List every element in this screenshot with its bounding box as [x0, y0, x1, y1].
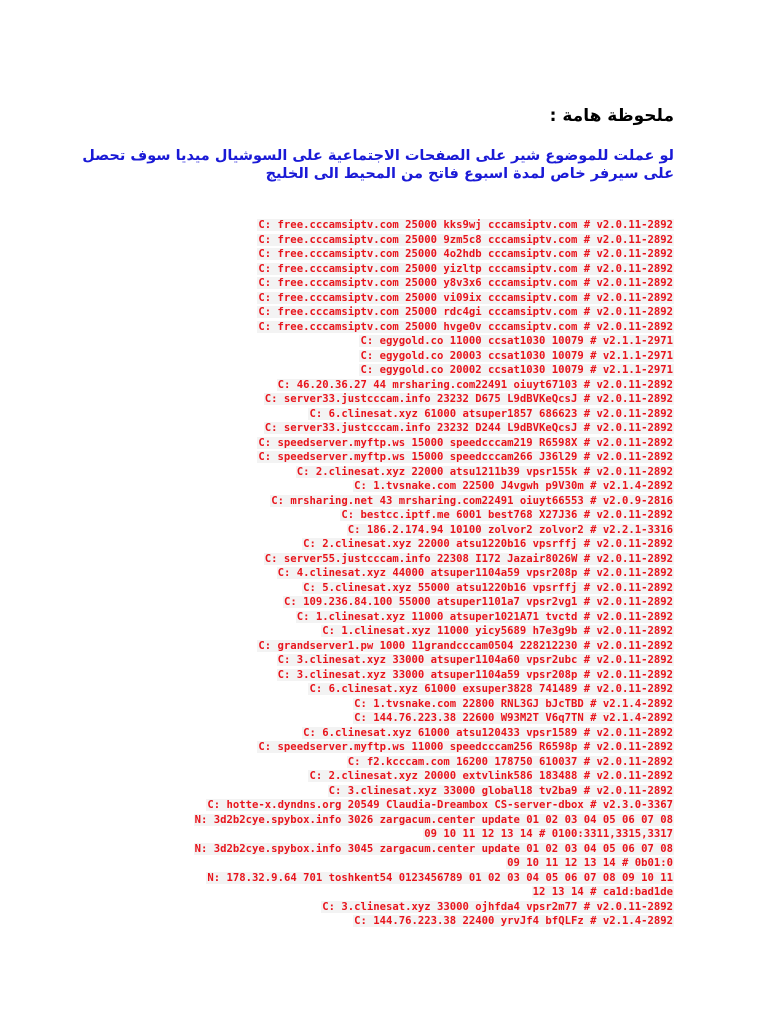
- cccam-line: [34, 784, 674, 799]
- cccam-line-text: C: free.cccamsiptv.com 25000 kks9wj cccamsiptv.com # v2.0.11-2892: [258, 219, 673, 231]
- cccam-line: [34, 349, 674, 364]
- cccam-line: [34, 392, 674, 407]
- cccam-line-text: C: 144.76.223.38 22400 yrvJf4 bfQLFz # v2.1.4-2892: [354, 915, 673, 927]
- cccam-line: [34, 885, 674, 900]
- cccam-line: [34, 291, 674, 306]
- cccam-line: [34, 595, 674, 610]
- cccam-line-text: C: 2.clinesat.xyz 22000 atsu1211b39 vpsr155k # v2.0.11-2892: [296, 465, 673, 478]
- cccam-line: [34, 334, 674, 349]
- cccam-line-text: C: 109.236.84.100 55000 atsuper1101a7 vpsr2vg1 # v2.0.11-2892: [283, 596, 673, 608]
- cccam-line-text: C: free.cccamsiptv.com 25000 hvge0v cccamsiptv.com # v2.0.11-2892: [258, 320, 673, 333]
- cccam-line: [34, 320, 674, 335]
- cccam-line-text: C: free.cccamsiptv.com 25000 9zm5c8 cccamsiptv.com # v2.0.11-2892: [258, 233, 673, 246]
- cccam-line: [34, 233, 674, 248]
- notice-line: على سيرفر خاص لمدة اسبوع فاتح من المحيط الى الخليج: [265, 166, 674, 182]
- cccam-line-text: C: 3.clinesat.xyz 33000 ojhfda4 vpsr2m77 # v2.0.11-2892: [322, 900, 673, 913]
- cccam-line: [34, 610, 674, 625]
- note-heading: ملحوظة هامة :: [549, 106, 674, 126]
- cccam-line: [34, 827, 674, 842]
- cccam-line-text: C: hotte-x.dyndns.org 20549 Claudia-Dreambox CS-server-dbox # v2.3.0-3367: [207, 799, 673, 811]
- cccam-line-text: C: server33.justcccam.info 23232 D675 L9dBVKeQcsJ # v2.0.11-2892: [264, 393, 673, 405]
- cccam-line-text: C: 6.clinesat.xyz 61000 atsu120433 vpsr1589 # v2.0.11-2892: [303, 726, 673, 739]
- cccam-line: [34, 465, 674, 480]
- cccam-line: [34, 653, 674, 668]
- cccam-line: [34, 798, 674, 813]
- cccam-line-text: C: 46.20.36.27 44 mrsharing.com22491 oiuyt67103 # v2.0.11-2892: [277, 378, 673, 391]
- cccam-line: [34, 378, 674, 393]
- cccam-line: [34, 494, 674, 509]
- cccam-line-text: 09 10 11 12 13 14 # 0100:3311,3315,3317: [424, 828, 673, 840]
- cccam-line-text: C: bestcc.iptf.me 6001 best768 X27J36 # v2.0.11-2892: [341, 509, 673, 521]
- cccam-line: [34, 537, 674, 552]
- cccam-line: [34, 523, 674, 538]
- cccam-line-text: C: 1.tvsnake.com 22800 RNL3GJ bJcTBD # v2.1.4-2892: [354, 697, 673, 710]
- cccam-line-text: C: speedserver.myftp.ws 15000 speedcccam219 R6598X # v2.0.11-2892: [258, 436, 673, 449]
- cccam-line: [34, 407, 674, 422]
- cccam-line-text: C: egygold.co 20003 ccsat1030 10079 # v2.1.1-2971: [360, 349, 673, 362]
- cccam-line-text: 12 13 14 # ca1d:bad1de: [532, 886, 673, 898]
- cccam-line-text: C: free.cccamsiptv.com 25000 yizltp cccamsiptv.com # v2.0.11-2892: [258, 262, 673, 275]
- cccam-line: [34, 508, 674, 523]
- cccam-line: [34, 247, 674, 262]
- cccam-line: [34, 624, 674, 639]
- cccam-line: [34, 421, 674, 436]
- cccam-line-text: C: speedserver.myftp.ws 11000 speedcccam256 R6598p # v2.0.11-2892: [258, 741, 673, 753]
- cccam-line: [34, 276, 674, 291]
- cccam-line-text: C: f2.kcccam.com 16200 178750 610037 # v2.0.11-2892: [347, 755, 673, 768]
- cccam-line-text: C: 186.2.174.94 10100 zolvor2 zolvor2 # v2.2.1-3316: [347, 523, 673, 536]
- cccam-line: [34, 740, 674, 755]
- cccam-line-text: C: egygold.co 20002 ccsat1030 10079 # v2.1.1-2971: [360, 364, 673, 376]
- cccam-line: [34, 450, 674, 465]
- cccam-line: [34, 769, 674, 784]
- cccam-line-text: C: mrsharing.net 43 mrsharing.com22491 oiuyt66553 # v2.0.9-2816: [271, 494, 673, 507]
- cccam-line: [34, 218, 674, 233]
- cccam-line-text: 09 10 11 12 13 14 # 0b01:0: [507, 857, 673, 869]
- cccam-line-text: C: free.cccamsiptv.com 25000 rdc4gi cccamsiptv.com # v2.0.11-2892: [258, 306, 673, 318]
- notice-line: لو عملت للموضوع شير على الصفحات الاجتماعية على السوشيال ميديا سوف تحصل: [82, 148, 674, 164]
- cccam-line-text: C: 6.clinesat.xyz 61000 exsuper3828 741489 # v2.0.11-2892: [309, 683, 673, 695]
- cccam-line-text: C: free.cccamsiptv.com 25000 vi09ix cccamsiptv.com # v2.0.11-2892: [258, 291, 673, 304]
- cccam-line-text: C: 1.clinesat.xyz 11000 atsuper1021A71 tvctd # v2.0.11-2892: [296, 610, 673, 623]
- cccam-line: [34, 262, 674, 277]
- cccam-line-text: C: free.cccamsiptv.com 25000 y8v3x6 cccamsiptv.com # v2.0.11-2892: [258, 277, 673, 289]
- cccam-line-text: C: free.cccamsiptv.com 25000 4o2hdb cccamsiptv.com # v2.0.11-2892: [258, 248, 673, 260]
- cccam-line-text: N: 3d2b2cye.spybox.info 3026 zargacum.center update 01 02 03 04 05 06 07 08: [194, 813, 673, 826]
- cccam-lines-list: [34, 218, 674, 929]
- cccam-line-text: C: 1.clinesat.xyz 11000 yicy5689 h7e3g9b # v2.0.11-2892: [322, 625, 673, 637]
- cccam-line: [34, 639, 674, 654]
- cccam-line: [34, 436, 674, 451]
- cccam-line: [34, 581, 674, 596]
- cccam-line: [34, 566, 674, 581]
- share-notice: [74, 147, 674, 183]
- cccam-line: [34, 668, 674, 683]
- cccam-line-text: C: grandserver1.pw 1000 11grandcccam0504 228212230 # v2.0.11-2892: [258, 639, 673, 652]
- cccam-line: [34, 726, 674, 741]
- cccam-line-text: C: 144.76.223.38 22600 W93M2T V6q7TN # v2.1.4-2892: [354, 712, 673, 724]
- cccam-line-text: C: 3.clinesat.xyz 33000 atsuper1104a59 vpsr208p # v2.0.11-2892: [277, 668, 673, 681]
- cccam-line: [34, 479, 674, 494]
- cccam-line-text: C: speedserver.myftp.ws 15000 speedcccam266 J36l29 # v2.0.11-2892: [258, 451, 673, 463]
- cccam-line-text: C: 6.clinesat.xyz 61000 atsuper1857 686623 # v2.0.11-2892: [309, 407, 673, 420]
- cccam-line: [34, 755, 674, 770]
- cccam-line-text: C: 3.clinesat.xyz 33000 atsuper1104a60 vpsr2ubc # v2.0.11-2892: [277, 654, 673, 666]
- cccam-line: [34, 682, 674, 697]
- cccam-line: [34, 305, 674, 320]
- cccam-line-text: C: 4.clinesat.xyz 44000 atsuper1104a59 vpsr208p # v2.0.11-2892: [277, 567, 673, 579]
- cccam-line-text: C: 2.clinesat.xyz 22000 atsu1220b16 vpsrffj # v2.0.11-2892: [303, 538, 673, 550]
- cccam-line: [34, 813, 674, 828]
- cccam-line-text: C: 2.clinesat.xyz 20000 extvlink586 183488 # v2.0.11-2892: [309, 770, 673, 782]
- cccam-line-text: C: 5.clinesat.xyz 55000 atsu1220b16 vpsrffj # v2.0.11-2892: [303, 581, 673, 594]
- cccam-line-text: C: server55.justcccam.info 22308 I172 Jazair8026W # v2.0.11-2892: [264, 552, 673, 565]
- cccam-line-text: N: 178.32.9.64 701 toshkent54 0123456789 01 02 03 04 05 06 07 08 09 10 11: [207, 871, 673, 884]
- cccam-line-text: C: 1.tvsnake.com 22500 J4vgwh p9V30m # v2.1.4-2892: [354, 480, 673, 492]
- cccam-line: [34, 842, 674, 857]
- cccam-line: [34, 856, 674, 871]
- cccam-line: [34, 871, 674, 886]
- cccam-line: [34, 697, 674, 712]
- cccam-line: [34, 900, 674, 915]
- cccam-line-text: C: egygold.co 11000 ccsat1030 10079 # v2.1.1-2971: [360, 335, 673, 347]
- cccam-line: [34, 363, 674, 378]
- cccam-line-text: C: server33.justcccam.info 23232 D244 L9dBVKeQcsJ # v2.0.11-2892: [264, 422, 673, 434]
- cccam-line: [34, 914, 674, 929]
- cccam-line: [34, 552, 674, 567]
- cccam-line-text: C: 3.clinesat.xyz 33000 global18 tv2ba9 # v2.0.11-2892: [328, 784, 673, 797]
- cccam-line-text: N: 3d2b2cye.spybox.info 3045 zargacum.center update 01 02 03 04 05 06 07 08: [194, 842, 673, 855]
- cccam-line: [34, 711, 674, 726]
